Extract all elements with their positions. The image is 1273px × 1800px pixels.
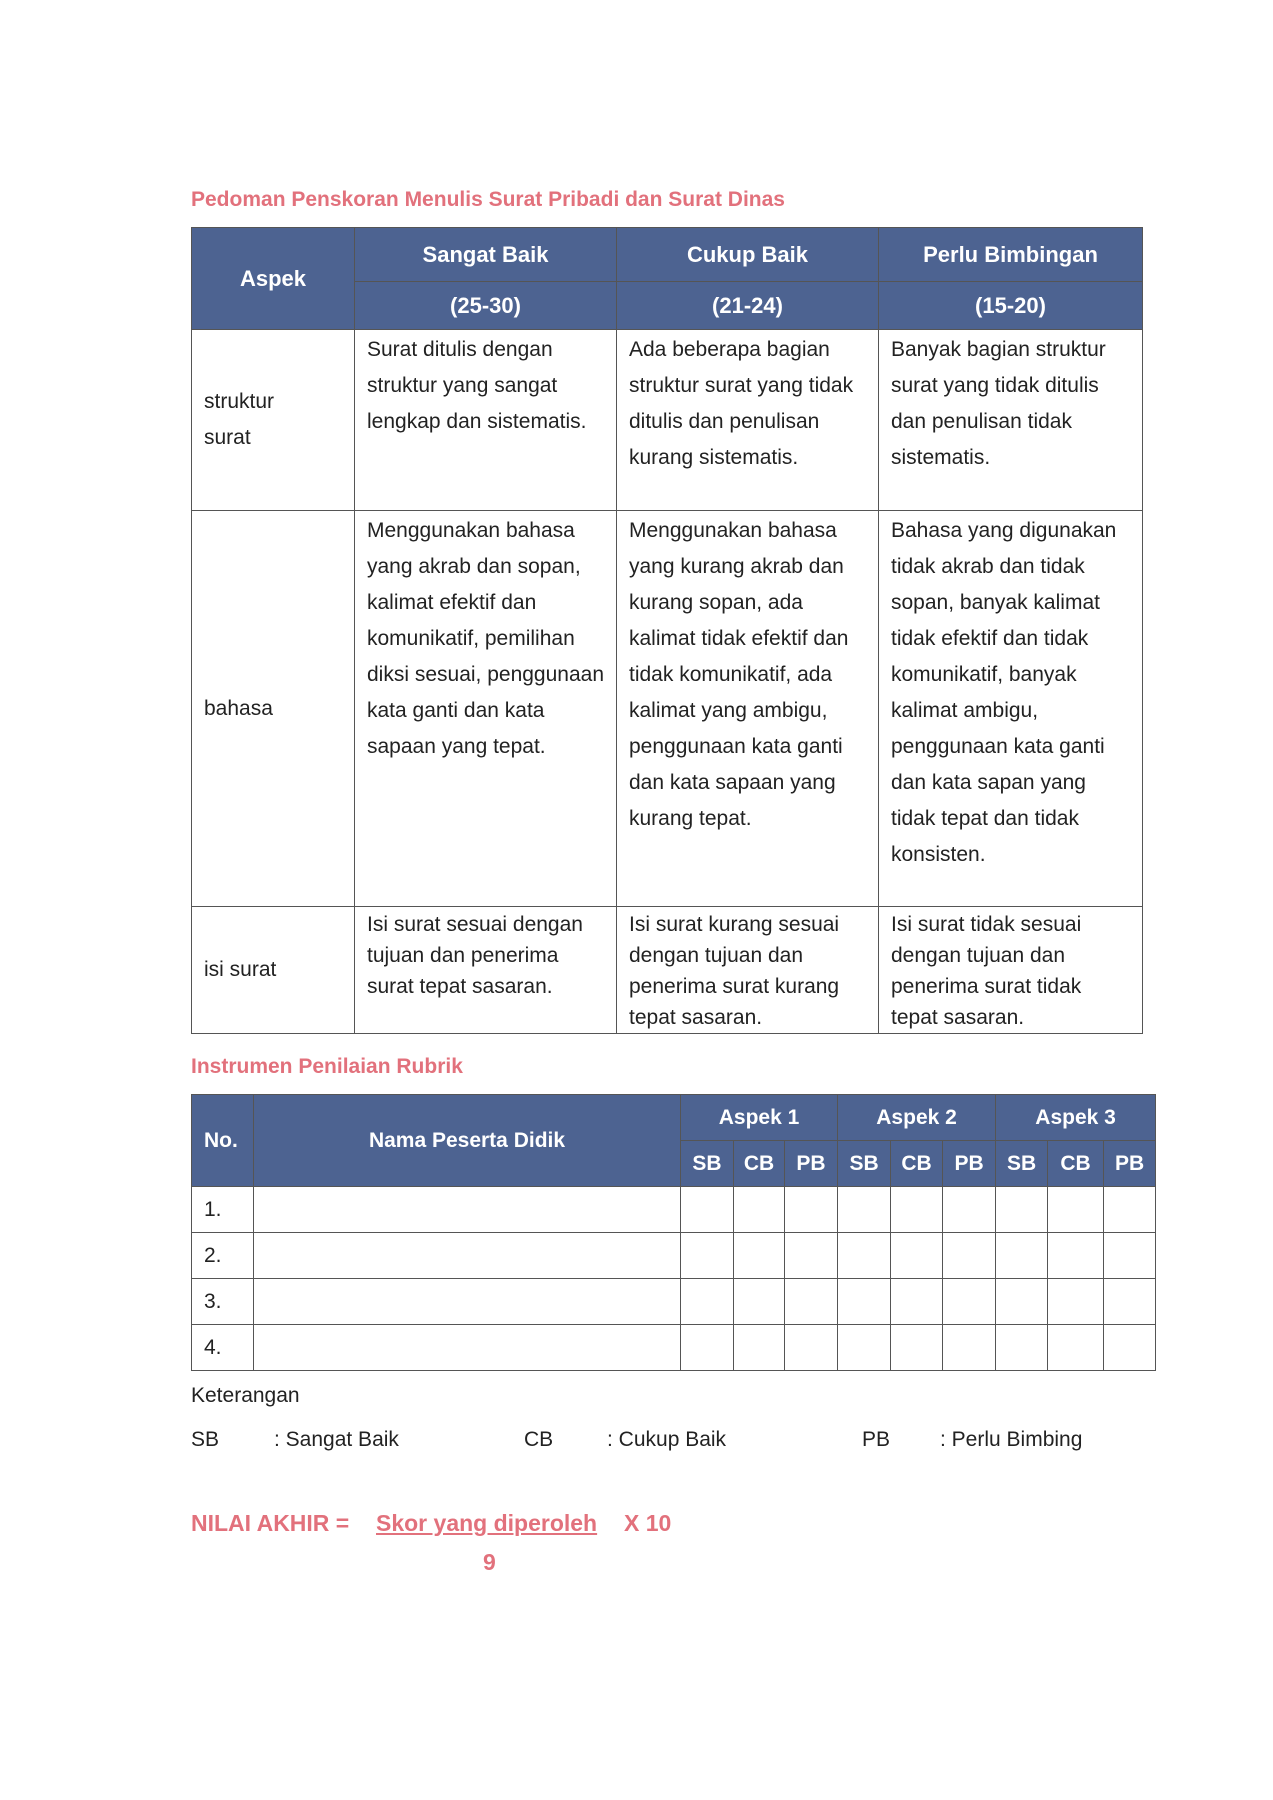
score-cell[interactable] — [891, 1325, 943, 1371]
header-sub-sb: SB — [681, 1141, 734, 1187]
header-aspek: Aspek — [192, 228, 355, 330]
assessment-instrument-table — [191, 1094, 1156, 1371]
score-cell[interactable] — [785, 1187, 838, 1233]
score-cell[interactable] — [1104, 1325, 1156, 1371]
header-level: Perlu Bimbingan — [879, 228, 1143, 282]
legend-abbr: PB — [862, 1428, 891, 1451]
score-cell[interactable] — [785, 1279, 838, 1325]
score-cell[interactable] — [943, 1233, 996, 1279]
score-cell[interactable] — [681, 1233, 734, 1279]
legend-desc: : Perlu Bimbing — [940, 1428, 1083, 1451]
table-row — [192, 1233, 1156, 1279]
score-cell[interactable] — [1104, 1187, 1156, 1233]
header-sub-cb: CB — [891, 1141, 943, 1187]
score-cell[interactable] — [681, 1325, 734, 1371]
table-row — [192, 330, 1143, 511]
header-aspect: Aspek 3 — [996, 1095, 1156, 1141]
score-cell[interactable] — [1104, 1233, 1156, 1279]
header-sub-cb: CB — [734, 1141, 785, 1187]
score-cell[interactable] — [785, 1233, 838, 1279]
criteria-cell: Bahasa yang digunakan tidak akrab dan tidak sopan, banyak kalimat tidak efektif dan tidak komunikatif, banyak kalimat ambigu, penggunaan kata ganti dan kata sapan yang tidak tepat dan tidak konsisten. — [879, 511, 1143, 907]
score-cell[interactable] — [891, 1233, 943, 1279]
score-cell[interactable] — [996, 1325, 1048, 1371]
keterangan-label: Keterangan — [191, 1384, 300, 1407]
criteria-cell: Surat ditulis dengan struktur yang sangat lengkap dan sistematis. — [355, 330, 617, 511]
score-cell[interactable] — [681, 1187, 734, 1233]
table-row — [192, 907, 1143, 1034]
header-range: (21-24) — [617, 282, 879, 330]
legend-desc: : Sangat Baik — [274, 1428, 399, 1451]
header-sub-sb: SB — [838, 1141, 891, 1187]
header-aspect: Aspek 2 — [838, 1095, 996, 1141]
formula-multiplier: X 10 — [624, 1510, 672, 1536]
score-cell[interactable] — [1048, 1187, 1104, 1233]
header-sub-pb: PB — [943, 1141, 996, 1187]
score-cell[interactable] — [734, 1187, 785, 1233]
score-cell[interactable] — [838, 1233, 891, 1279]
instrument-title: Instrumen Penilaian Rubrik — [191, 1055, 463, 1078]
header-sub-pb: PB — [1104, 1141, 1156, 1187]
criteria-cell: Menggunakan bahasa yang kurang akrab dan kurang sopan, ada kalimat tidak efektif dan tidak komunikatif, ada kalimat yang ambigu, penggunaan kata ganti dan kata sapaan yang kurang tepat. — [617, 511, 879, 907]
criteria-cell: Isi surat tidak sesuai dengan tujuan dan penerima surat tidak tepat sasaran. — [879, 907, 1143, 1034]
score-cell[interactable] — [785, 1325, 838, 1371]
score-cell[interactable] — [838, 1187, 891, 1233]
score-cell[interactable] — [996, 1279, 1048, 1325]
score-cell[interactable] — [996, 1233, 1048, 1279]
score-cell[interactable] — [838, 1279, 891, 1325]
row-number: 3. — [192, 1279, 254, 1325]
table-row — [192, 1187, 1156, 1233]
aspek-cell: struktur surat — [192, 330, 355, 511]
criteria-cell: Isi surat sesuai dengan tujuan dan penerima surat tepat sasaran. — [355, 907, 617, 1034]
header-range: (25-30) — [355, 282, 617, 330]
formula-numerator: Skor yang diperoleh — [376, 1510, 598, 1536]
legend-abbr: SB — [191, 1428, 220, 1451]
rubric-title: Pedoman Penskoran Menulis Surat Pribadi dan Surat Dinas — [191, 188, 785, 211]
criteria-cell: Banyak bagian struktur surat yang tidak ditulis dan penulisan tidak sistematis. — [879, 330, 1143, 511]
header-nama: Nama Peserta Didik — [254, 1095, 681, 1187]
table-row — [192, 1325, 1156, 1371]
score-cell[interactable] — [681, 1279, 734, 1325]
row-number: 1. — [192, 1187, 254, 1233]
row-number: 4. — [192, 1325, 254, 1371]
header-sub-pb: PB — [785, 1141, 838, 1187]
score-cell[interactable] — [838, 1325, 891, 1371]
header-level: Sangat Baik — [355, 228, 617, 282]
aspek-cell: bahasa — [192, 511, 355, 907]
header-sub-cb: CB — [1048, 1141, 1104, 1187]
header-no: No. — [192, 1095, 254, 1187]
score-cell[interactable] — [734, 1233, 785, 1279]
aspek-cell: isi surat — [192, 907, 355, 1034]
score-cell[interactable] — [1048, 1233, 1104, 1279]
header-range: (15-20) — [879, 282, 1143, 330]
table-row — [192, 1279, 1156, 1325]
row-number: 2. — [192, 1233, 254, 1279]
score-cell[interactable] — [943, 1187, 996, 1233]
header-aspect: Aspek 1 — [681, 1095, 838, 1141]
score-cell[interactable] — [996, 1187, 1048, 1233]
formula-label: NILAI AKHIR = — [191, 1510, 350, 1536]
student-name-cell[interactable] — [254, 1187, 681, 1233]
score-cell[interactable] — [1048, 1325, 1104, 1371]
formula-denominator: 9 — [483, 1549, 496, 1575]
header-sub-sb: SB — [996, 1141, 1048, 1187]
scoring-rubric-table — [191, 227, 1143, 1034]
score-cell[interactable] — [1104, 1279, 1156, 1325]
score-cell[interactable] — [943, 1279, 996, 1325]
criteria-cell: Ada beberapa bagian struktur surat yang tidak ditulis dan penulisan kurang sistematis. — [617, 330, 879, 511]
score-cell[interactable] — [943, 1325, 996, 1371]
score-cell[interactable] — [891, 1279, 943, 1325]
header-level: Cukup Baik — [617, 228, 879, 282]
score-cell[interactable] — [734, 1279, 785, 1325]
legend-desc: : Cukup Baik — [607, 1428, 727, 1451]
score-cell[interactable] — [891, 1187, 943, 1233]
score-cell[interactable] — [734, 1325, 785, 1371]
table-row — [192, 511, 1143, 907]
student-name-cell[interactable] — [254, 1325, 681, 1371]
student-name-cell[interactable] — [254, 1233, 681, 1279]
score-cell[interactable] — [1048, 1279, 1104, 1325]
criteria-cell: Isi surat kurang sesuai dengan tujuan dan penerima surat kurang tepat sasaran. — [617, 907, 879, 1034]
legend-abbr: CB — [524, 1428, 554, 1451]
criteria-cell: Menggunakan bahasa yang akrab dan sopan, kalimat efektif dan komunikatif, pemilihan diksi sesuai, penggunaan kata ganti dan kata sapaan yang tepat. — [355, 511, 617, 907]
student-name-cell[interactable] — [254, 1279, 681, 1325]
